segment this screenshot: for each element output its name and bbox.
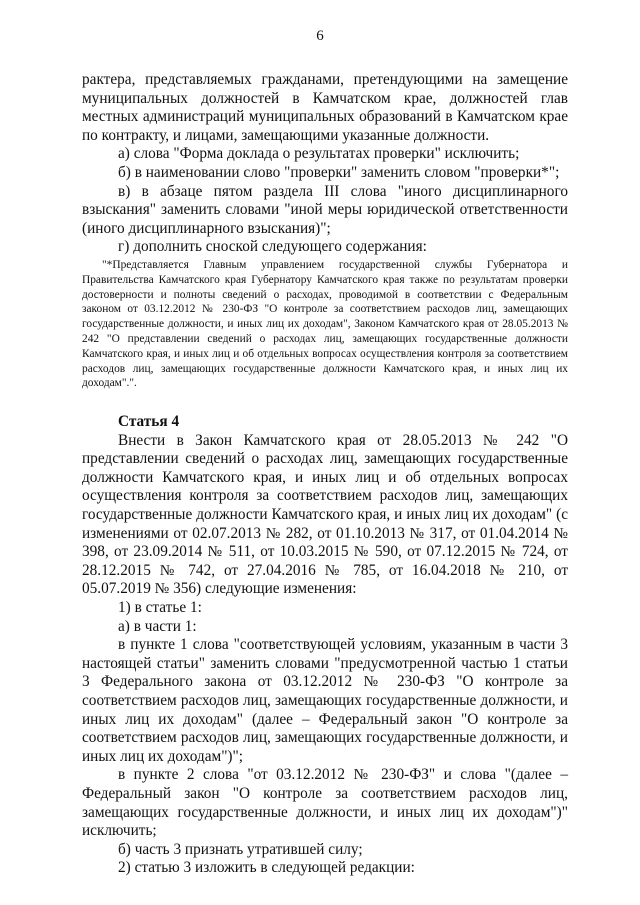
- page-number: 6: [316, 28, 324, 44]
- paragraph-point-1: в пункте 1 слова "соответствующей условиям, указанным в части 3 настоящей статьи" заменить словами "предусмотренной частью 1 статьи 3 Федерального закона от 03.12.2012 № 230-ФЗ "О контроле за соответствием расходов лиц, замещающих государственные должности, и иных лиц их доходам" (далее – Федеральный закон "О контроле за соответствием расходов лиц, замещающих государственные должности, и иных лиц их доходам")";: [82, 636, 568, 765]
- paragraph-item-1: 1) в статье 1:: [118, 599, 202, 617]
- paragraph-continuation: рактера, представляемых гражданами, претендующими на замещение муниципальных должностей в Камчатском крае, должностей глав местных администраций муниципальных образований в Камчатском крае по контракту, и лицами, замещающими указанные должности.: [82, 71, 568, 144]
- paragraph-point-2: в пункте 2 слова "от 03.12.2012 № 230-ФЗ" и слова "(далее – Федеральный закон "О контроле за соответствием расходов лиц, замещающих государственные должности, и иных лиц их доходам")" исключить;: [82, 766, 568, 840]
- paragraph-subitem-a: а) в части 1:: [118, 617, 197, 635]
- paragraph-item-b: б) в наименовании слово "проверки" заменить словом "проверки*";: [118, 163, 560, 181]
- footnote-text: "*Представляется Главным управлением государственной службы Губернатора и Правительства Камчатского края Губернатору Камчатского края также по результатам проверки достоверности и полноты сведений о расходах, проводимой в соответствии с Федеральным законом от 03.12.2012 № 230-ФЗ "О контроле за соответствием расходов лиц, замещающих государственные должности, и иных лиц их доходам", Законом Камчатского края от 28.05.2013 № 242 "О представлении сведений о расходах лиц, замещающих государственные должности Камчатского края, и иных лиц и об отдельных вопросах осуществления контроля за соответствием расходов лиц, замещающих государственные должности Камчатского края, и иных лиц их доходам".".: [82, 258, 568, 390]
- article-intro-paragraph: Внести в Закон Камчатского края от 28.05.2013 № 242 "О представлении сведений о расходах лиц, замещающих государственные должности Камчатского края, и иных лиц и об отдельных вопросах осуществления контроля за соответствием расходов лиц, замещающих государственные должности Камчатского края, и иных лиц их доходам" (с изменениями от 02.07.2013 № 282, от 01.10.2013 № 317, от 01.04.2014 № 398, от 23.09.2014 № 511, от 10.03.2015 № 590, от 07.12.2015 № 724, от 28.12.2015 № 742, от 27.04.2016 № 785, от 16.04.2018 № 210, от 05.07.2019 № 356) следующие изменения:: [82, 431, 568, 598]
- paragraph-item-v: в) в абзаце пятом раздела III слова "иного дисциплинарного взыскания" заменить словами "иной меры юридической ответственности (иного дисциплинарного взыскания)";: [82, 182, 568, 237]
- paragraph-subitem-b: б) часть 3 признать утратившей силу;: [118, 840, 363, 858]
- paragraph-item-a: а) слова "Форма доклада о результатах проверки" исключить;: [118, 145, 520, 163]
- document-body: [82, 71, 568, 878]
- article-heading: Статья 4: [118, 413, 180, 431]
- paragraph-item-g: г) дополнить сноской следующего содержания:: [118, 238, 427, 256]
- paragraph-item-2: 2) статью 3 изложить в следующей редакции:: [118, 859, 415, 877]
